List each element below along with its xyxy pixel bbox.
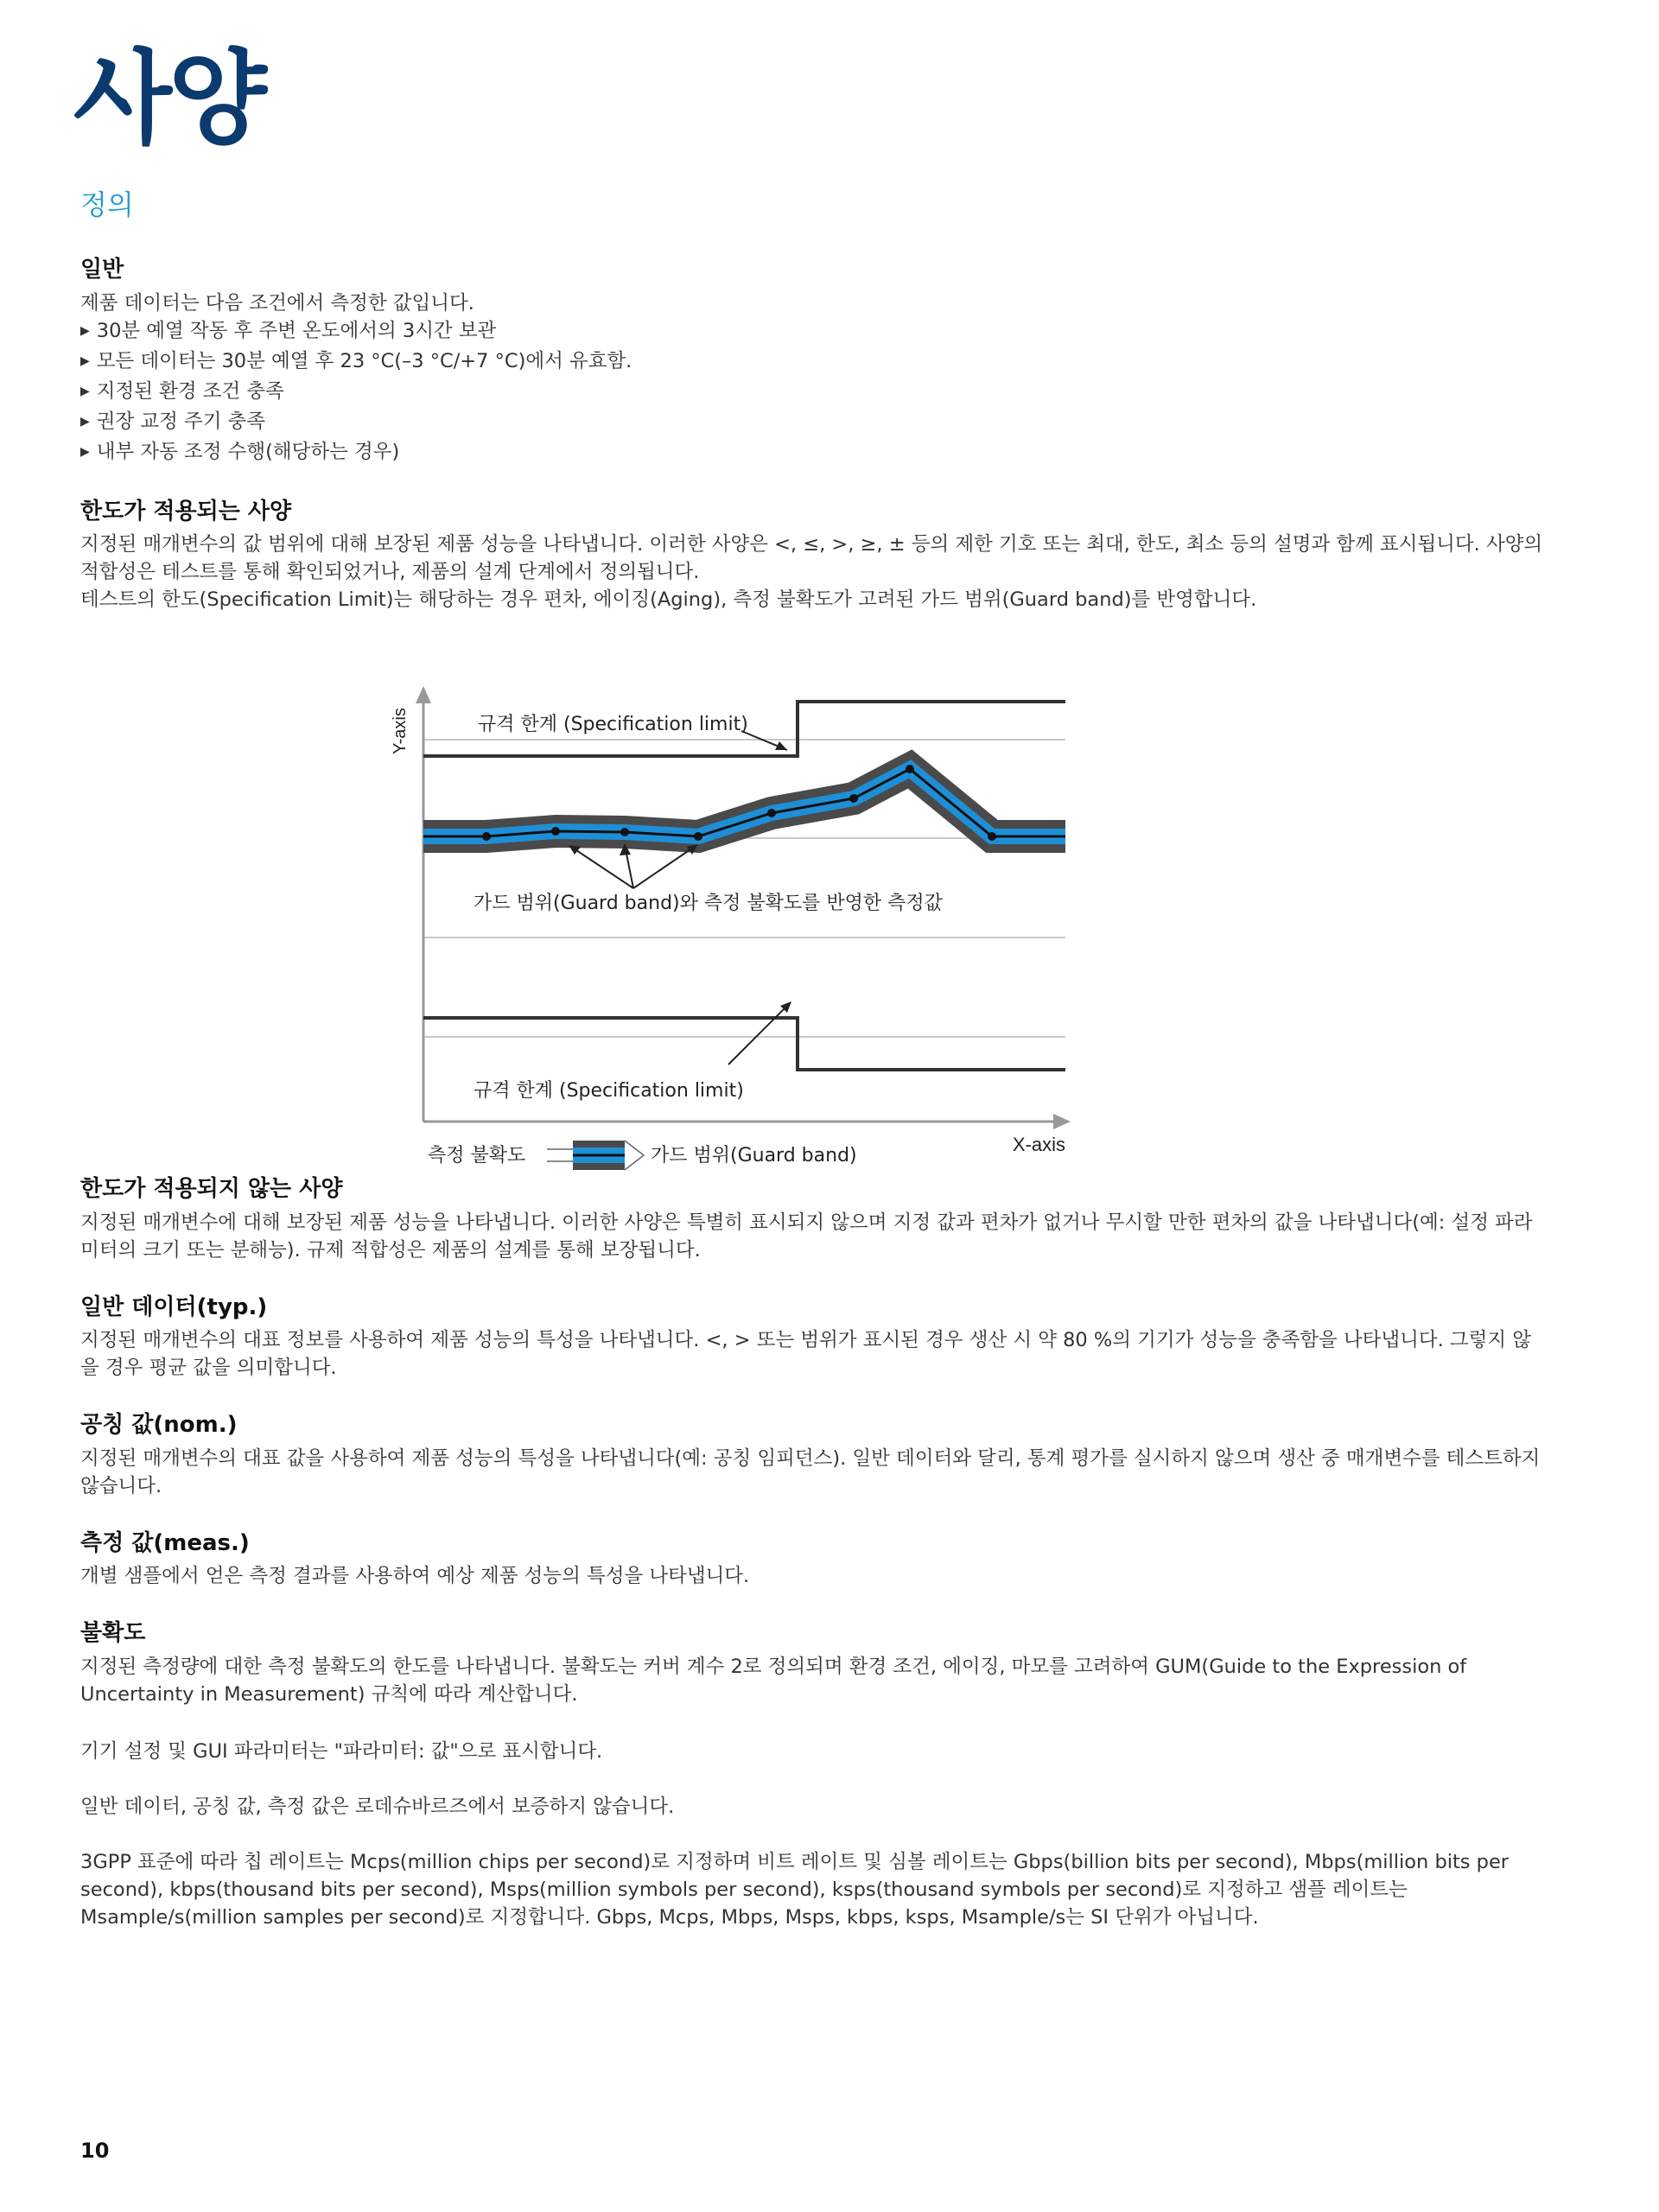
section-typical <box>80 1294 1549 1382</box>
measurement-point <box>767 809 776 817</box>
section-heading: 일반 <box>80 257 124 283</box>
measurement-point <box>551 827 560 836</box>
measurement-point <box>988 832 996 841</box>
section-heading: 불확도 <box>80 1620 146 1646</box>
list-item: ▶ 30분 예열 작동 후 주변 온도에서의 3시간 보관 <box>80 317 1549 347</box>
section-intro: 제품 데이터는 다음 조건에서 측정한 값입니다. <box>80 291 474 315</box>
section-paragraph: 지정된 매개변수의 값 범위에 대해 보장된 제품 성능을 나타냅니다. 이러한 사양은 <, ≤, >, ≥, ± 등의 제한 기호 또는 최대, 한도, 최소 등의 설명과 함께 표시됩니다. 사양의 적합성은 테스트를 통해 확인되었거나, 제품의 설계 단계에서 정의됩니다. <box>80 533 1543 583</box>
section-paragraph: 지정된 매개변수의 대표 정보를 사용하여 제품 성능의 특성을 나타냅니다. <, > 또는 범위가 표시된 경우 생산 시 약 80 %의 기기가 성능을 충족함을 나타냅니다. 그렇지 않을 경우 평균 값을 의미합니다. <box>80 1329 1532 1379</box>
note-paragraph: 일반 데이터, 공칭 값, 측정 값은 로데슈바르즈에서 보증하지 않습니다. <box>80 1795 675 1818</box>
section-paragraph: 개별 샘플에서 얻은 측정 결과를 사용하여 예상 제품 성능의 특성을 나타냅니다. <box>80 1565 750 1587</box>
content <box>80 256 1549 1959</box>
measurement-point <box>906 765 914 773</box>
section-measured <box>80 1529 1549 1591</box>
section-paragraph: 지정된 매개변수에 대해 보장된 제품 성능을 나타냅니다. 이러한 사양은 특별히 표시되지 않으며 지정 값과 편차가 없거나 무시할 만한 편차의 값을 나타냅니다(예: 설정 파라미터의 크기 또는 분해능). 규제 적합성은 제품의 설계를 통해 보장됩니다. <box>80 1211 1533 1262</box>
measurement-point <box>694 832 702 841</box>
list-item: ▶ 지정된 환경 조건 충족 <box>80 378 1549 408</box>
x-axis-label: X-axis <box>1012 1134 1065 1155</box>
measurement-point <box>849 794 858 803</box>
lower-spec-limit-line <box>423 1018 1065 1070</box>
guard-band-diagram <box>80 648 1549 1166</box>
y-axis-arrow-icon <box>416 686 431 703</box>
section-heading: 한도가 적용되지 않는 사양 <box>80 1176 343 1202</box>
list-item: ▶ 내부 자동 조정 수행(해당하는 경우) <box>80 438 1549 468</box>
section-unlimited <box>80 1175 1549 1264</box>
y-axis-label: Y-axis <box>391 708 410 754</box>
section-uncertainty <box>80 1619 1549 1708</box>
measured-band <box>423 769 1065 836</box>
note-paragraph: 기기 설정 및 GUI 파라미터는 "파라미터: 값"으로 표시합니다. <box>80 1739 603 1763</box>
section-heading: 공칭 값(nom.) <box>80 1412 238 1438</box>
x-axis-arrow-icon <box>1053 1114 1071 1129</box>
list-item: ▶ 모든 데이터는 30분 예열 후 23 °C(–3 °C/+7 °C)에서 유효함. <box>80 347 1549 378</box>
page-title: 사양 <box>73 39 264 158</box>
measured-value-label: 가드 범위(Guard band)와 측정 불확도를 반영한 측정값 <box>474 893 943 914</box>
section-paragraph: 테스트의 한도(Specification Limit)는 해당하는 경우 편차, 에이징(Aging), 측정 불확도가 고려된 가드 범위(Guard band)를 반영합니다. <box>80 588 1257 611</box>
list-item: ▶ 권장 교정 주기 충족 <box>80 408 1549 438</box>
diagram-svg <box>80 648 1549 1166</box>
measurement-point <box>620 828 629 836</box>
condition-list <box>80 317 1549 468</box>
section-heading: 한도가 적용되는 사양 <box>80 498 292 524</box>
measurement-point <box>482 832 491 841</box>
page-number: 10 <box>80 2139 110 2163</box>
page-subtitle: 정의 <box>80 188 134 221</box>
section-nominal <box>80 1411 1549 1500</box>
upper-spec-limit-label: 규격 한계 (Specification limit) <box>478 714 748 735</box>
section-paragraph: 지정된 측정량에 대한 측정 불확도의 한도를 나타냅니다. 불확도는 커버 계수 2로 정의되며 환경 조건, 에이징, 마모를 고려하여 GUM(Guide to the Expression of Uncertainty in Measurement) 규칙에 따라 계산합니다. <box>80 1655 1467 1706</box>
legend <box>428 1141 857 1170</box>
section-general <box>80 256 1549 468</box>
section-paragraph: 지정된 매개변수의 대표 값을 사용하여 제품 성능의 특성을 나타냅니다(예: 공칭 임피던스). 일반 데이터와 달리, 통계 평가를 실시하지 않으며 생산 중 매개변수를 테스트하지 않습니다. <box>80 1446 1541 1497</box>
section-heading: 측정 값(meas.) <box>80 1529 250 1556</box>
note-paragraph: 3GPP 표준에 따라 칩 레이트는 Mcps(million chips per second)로 지정하며 비트 레이트 및 심볼 레이트는 Gbps(billion bits per second), Mbps(million bits per second), kbps(thousand bits per second), Msps(million symbols per second), ksps(thousand symbols per second)로 지정하고 샘플 레이트는 Msample/s(million samples per second)로 지정합니다. Gbps, Mcps, Mbps, Msps, kbps, ksps, Msample/s는 SI 단위가 아닙니다. <box>80 1850 1510 1929</box>
grid-lines <box>423 740 1065 1037</box>
legend-guard-band-label: 가드 범위(Guard band) <box>651 1145 857 1166</box>
section-limited <box>80 498 1549 614</box>
lower-spec-limit-label: 규격 한계 (Specification limit) <box>474 1080 744 1102</box>
section-heading: 일반 데이터(typ.) <box>80 1294 268 1320</box>
legend-uncertainty-label: 측정 불확도 <box>428 1145 526 1166</box>
